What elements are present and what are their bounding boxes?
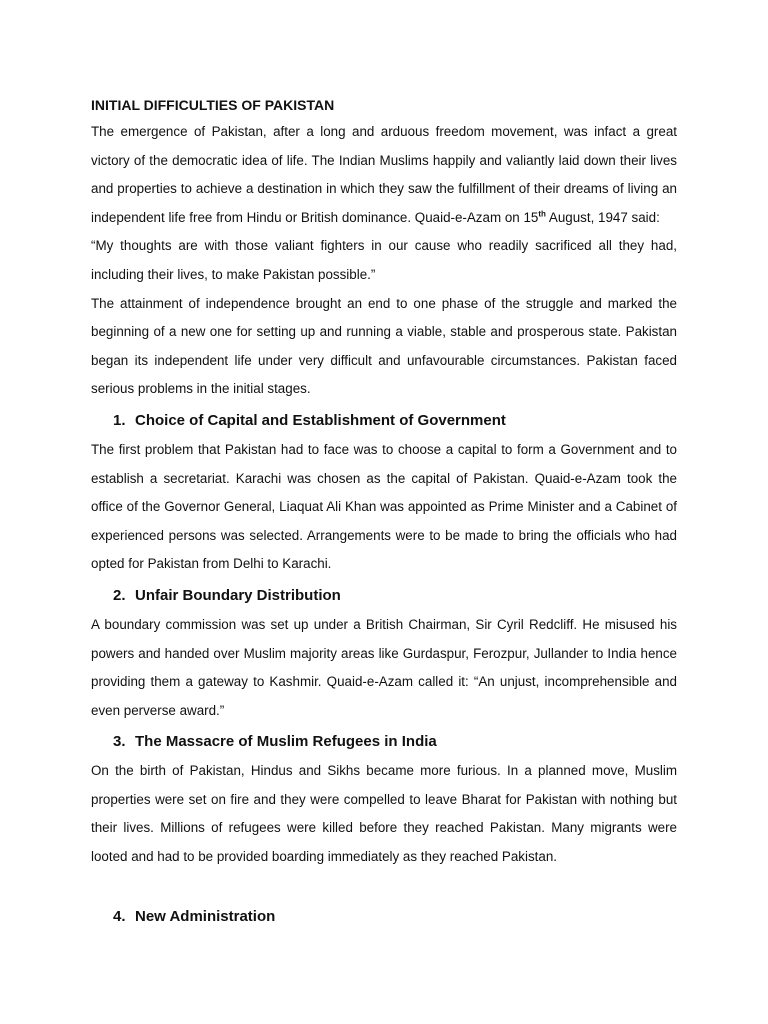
section-heading — [91, 581, 677, 611]
section-heading — [91, 902, 677, 932]
document-title: INITIAL DIFFICULTIES OF PAKISTAN — [91, 97, 335, 113]
section-title: The Massacre of Muslim Refugees in India — [135, 733, 437, 751]
intro-text-end: August, 1947 said: — [545, 209, 660, 225]
section-title: Unfair Boundary Distribution — [135, 586, 341, 604]
section-number: 1. — [113, 411, 126, 429]
independence-paragraph: The attainment of independence brought an end to one phase of the struggle and marked the beginning of a new one for setting up and running a viable, stable and prosperous state. Pakistan began its independent life under very difficult and unfavourable circumstances. Pakistan faced serious problems in the initial stages. — [91, 295, 677, 397]
section-number: 3. — [113, 733, 126, 751]
section-body: A boundary commission was set up under a British Chairman, Sir Cyril Redcliff. He misused his powers and handed over Muslim majority areas like Gurdaspur, Ferozpur, Jullander to India hence providing them a gateway to Kashmir. Quaid-e-Azam called it: “An unjust, incomprehensible and even perverse award.” — [91, 616, 677, 718]
section-number: 2. — [113, 586, 126, 604]
section-heading — [91, 727, 677, 757]
section-body: On the birth of Pakistan, Hindus and Sikhs became more furious. In a planned move, Muslim properties were set on fire and they were compelled to leave Bharat for Pakistan with nothing but their lives. Millions of refugees were killed before they reached Pakistan. Many migrants were looted and had to be provided boarding immediately as they reached Pakistan. — [91, 763, 677, 865]
section-body: The first problem that Pakistan had to face was to choose a capital to form a Government and to establish a secretariat. Karachi was chosen as the capital of Pakistan. Quaid-e-Azam took the office of the Governor General, Liaquat Ali Khan was appointed as Prime Minister and a Cabinet of experienced persons was selected. Arrangements were to be made to bring the officials who had opted for Pakistan from Delhi to Karachi. — [91, 441, 677, 572]
document-content — [91, 93, 677, 932]
intro-text: The emergence of Pakistan, after a long and arduous freedom movement, was infact a great victory of the democratic idea of life. The Indian Muslims happily and valiantly laid down their lives and properties to achieve a destination in which they saw the fulfillment of their dreams of living an independent life free from Hindu or British dominance. Quaid-e-Azam on 15 — [91, 124, 677, 225]
intro-paragraph — [91, 118, 677, 232]
quaid-quote: “My thoughts are with those valiant fighters in our cause who readily sacrificed all they had, including their lives, to make Pakistan possible.” — [91, 238, 677, 282]
section-title: New Administration — [135, 907, 276, 925]
date-ordinal-suffix: th — [538, 209, 546, 219]
section-heading — [91, 406, 677, 436]
section-number: 4. — [113, 907, 126, 925]
section-title: Choice of Capital and Establishment of Government — [135, 411, 506, 429]
